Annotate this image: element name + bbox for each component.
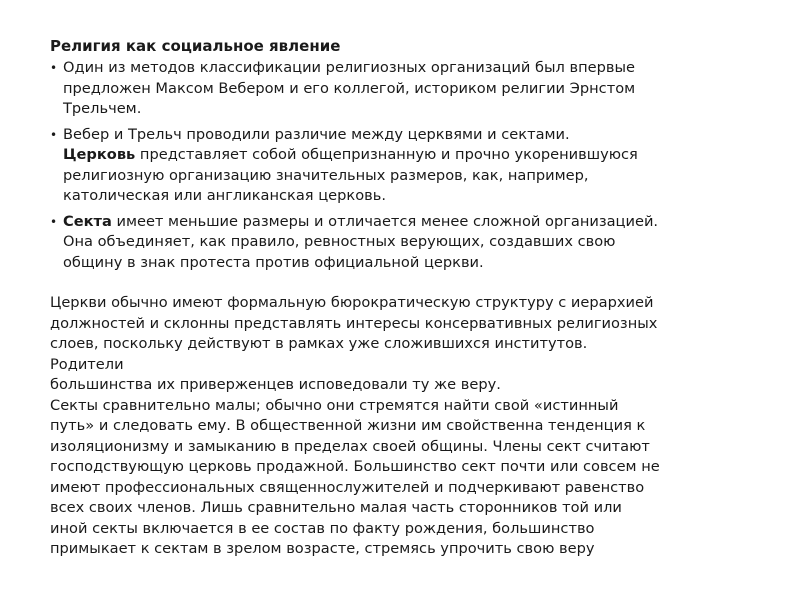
- bullet-item-sect: [50, 212, 780, 274]
- bullet-item-classification: [50, 58, 780, 120]
- bullet-line: [63, 145, 780, 166]
- bullet-dot-icon: •: [50, 61, 58, 75]
- slide-title: Религия как социальное явление: [50, 37, 341, 55]
- paragraph-line: Родители: [50, 355, 124, 373]
- bullet-line: религиозную организацию значительных размеров, как, например,: [63, 166, 589, 184]
- bullet-line: католическая или англиканская церковь.: [63, 187, 386, 204]
- paragraph-line: всех своих членов. Лишь сравнительно малая часть сторонников той или: [50, 499, 622, 516]
- paragraph-line: должностей и склонны представлять интересы консервативных религиозных: [50, 314, 658, 332]
- bullet-line: Она объединяет, как правило, ревностных верующих, создавших свою: [63, 233, 616, 250]
- paragraph-line: путь» и следовать ему. В общественной жизни им свойственна тенденция к: [50, 417, 646, 434]
- bullet-text: представляет собой общепризнанную и прочно укоренившуюся: [135, 146, 638, 163]
- paragraph-line: Секты сравнительно малы; обычно они стремятся найти свой «истинный: [50, 396, 619, 414]
- paragraph-line: Церкви обычно имеют формальную бюрократическую структуру с иерархией: [50, 294, 654, 311]
- term-sect: Секта: [63, 212, 112, 230]
- bullet-dot-icon: •: [50, 127, 58, 142]
- paragraph-line: примыкает к сектам в зрелом возрасте, стремясь упрочить свою веру: [50, 540, 595, 557]
- term-church: Церковь: [63, 146, 136, 163]
- bullet-line: предложен Максом Вебером и его коллегой, историком религии Эрнстом: [63, 79, 636, 97]
- bullet-item-church: [50, 125, 780, 207]
- paragraph-line: господствующую церковь продажной. Большинство сект почти или совсем не: [50, 458, 660, 475]
- paragraph-line: иной секты включается в ее состав по факту рождения, большинство: [50, 519, 595, 537]
- paragraph-line: большинства их приверженцев исповедовали ту же веру.: [50, 376, 501, 393]
- bullet-dot-icon: •: [50, 214, 58, 229]
- paragraph-line: изоляционизму и замыканию в пределах своей общины. Члены сект считают: [50, 437, 650, 455]
- bullet-line: общину в знак протеста против официальной церкви.: [63, 253, 484, 271]
- bullet-line: Один из методов классификации религиозных организаций был впервые: [63, 59, 635, 76]
- bullet-line: Вебер и Трельч проводили различие между церквями и сектами.: [63, 125, 570, 143]
- paragraph-line: слоев, поскольку действуют в рамках уже сложившихся институтов.: [50, 335, 588, 352]
- bullet-line: [63, 212, 780, 233]
- bullet-text: имеет меньшие размеры и отличается менее сложной организацией.: [111, 212, 659, 230]
- bullet-list: [50, 58, 780, 278]
- paragraph-line: имеют профессиональных священнослужителей и подчеркивают равенство: [50, 478, 645, 496]
- bullet-line: Трельчем.: [63, 100, 142, 117]
- body-paragraph: [50, 293, 790, 560]
